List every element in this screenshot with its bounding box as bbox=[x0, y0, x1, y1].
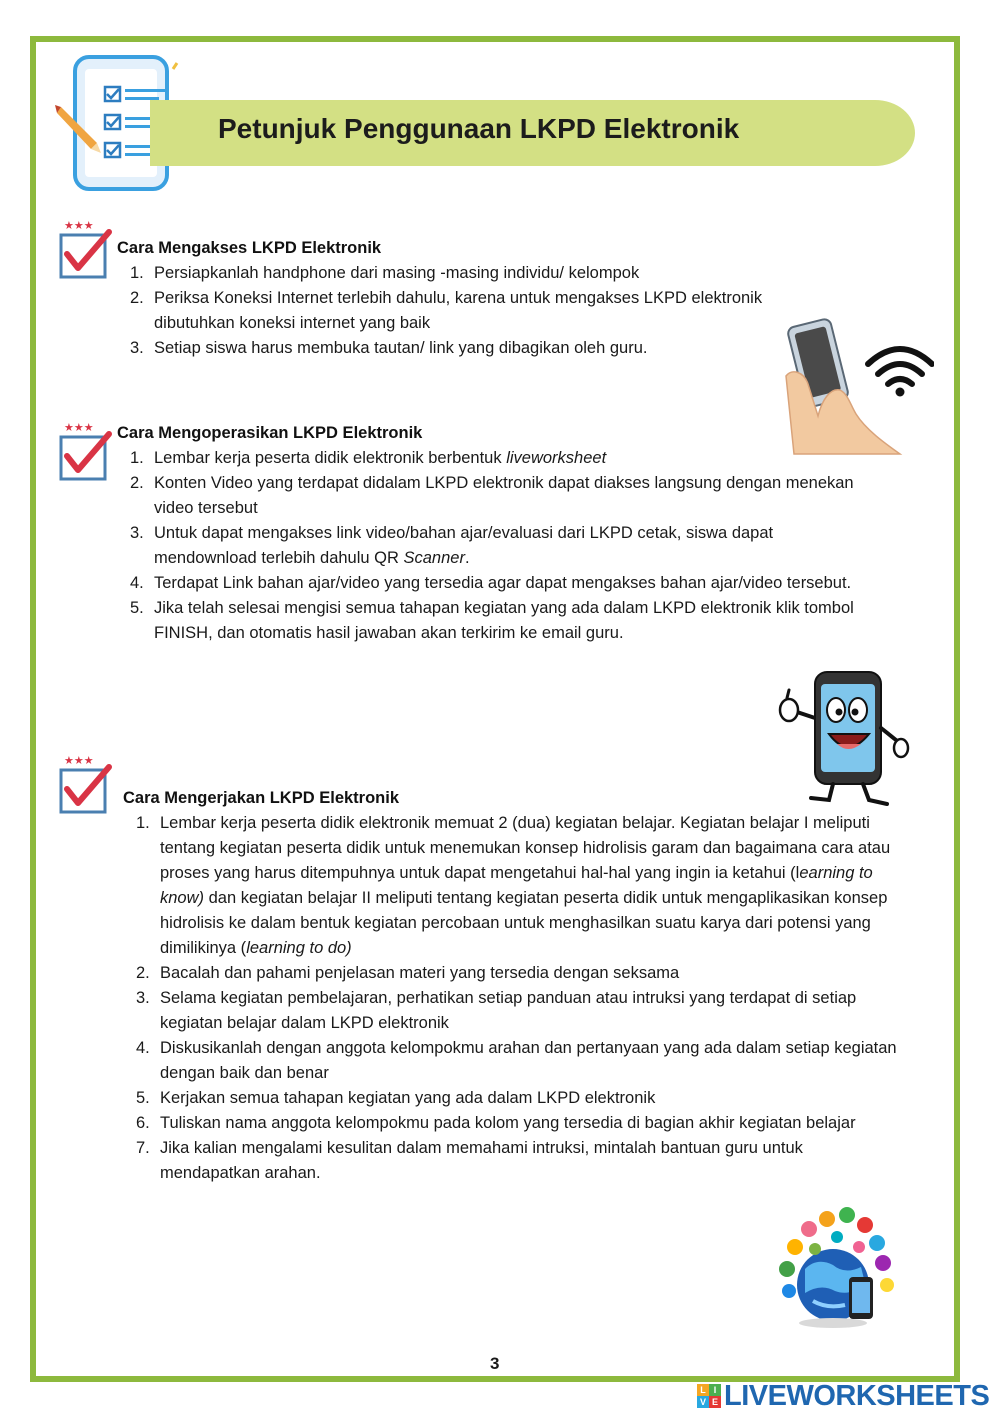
access-steps-list bbox=[130, 261, 835, 361]
brand-name: LIVEWORKSHEETS bbox=[724, 1379, 990, 1412]
section-title-access: Cara Mengakses LKPD Elektronik bbox=[117, 239, 382, 257]
liveworksheets-logo-icon: L I V E bbox=[697, 1384, 721, 1408]
checkbox-check-icon bbox=[58, 218, 113, 288]
globe-apps-icon bbox=[775, 1205, 905, 1330]
list-item: 5. Jika telah selesai mengisi semua tahapan kegiatan yang ada dalam LKPD elektronik klik tombol FINISH, dan otomatis hasil jawaban akan terkirim ke email guru. bbox=[130, 599, 854, 642]
section-title-operate: Cara Mengoperasikan LKPD Elektronik bbox=[117, 424, 423, 442]
phone-mascot-icon bbox=[775, 668, 910, 813]
list-item: 1. Persiapkanlah handphone dari masing -masing individu/ kelompok bbox=[130, 264, 640, 282]
checkbox-check-icon bbox=[58, 420, 113, 490]
work-steps-list bbox=[136, 811, 906, 1186]
list-item: 1. Lembar kerja peserta didik elektronik berbentuk liveworksheet bbox=[130, 449, 607, 467]
list-item: 2. Periksa Koneksi Internet terlebih dahulu, karena untuk mengakses LKPD elektronik dibutuhkan koneksi internet yang baik bbox=[130, 289, 763, 332]
operate-steps-list bbox=[130, 446, 870, 646]
list-item: 3. Setiap siswa harus membuka tautan/ link yang dibagikan oleh guru. bbox=[130, 339, 648, 357]
svg-text:★★★: ★★★ bbox=[64, 219, 94, 232]
list-item: 4. Terdapat Link bahan ajar/video yang tersedia agar dapat mengakses bahan ajar/video tersebut. bbox=[130, 574, 852, 592]
list-item: 5. Kerjakan semua tahapan kegiatan yang ada dalam LKPD elektronik bbox=[136, 1089, 656, 1107]
list-item: 2. Konten Video yang terdapat didalam LKPD elektronik dapat diakses langsung dengan menekan video tersebut bbox=[130, 474, 854, 517]
list-item: 7. Jika kalian mengalami kesulitan dalam memahami intruksi, mintalah bantuan guru untuk mendapatkan arahan. bbox=[136, 1139, 803, 1182]
svg-text:★★★: ★★★ bbox=[64, 421, 94, 434]
page-title: Petunjuk Penggunaan LKPD Elektronik bbox=[218, 113, 740, 144]
list-item: 3. Untuk dapat mengakses link video/bahan ajar/evaluasi dari LKPD cetak, siswa dapat mendownload terlebih dahulu QR Scanner. bbox=[130, 524, 774, 567]
list-item: 6. Tuliskan nama anggota kelompokmu pada kolom yang tersedia di bagian akhir kegiatan belajar bbox=[136, 1114, 856, 1132]
page-number: 3 bbox=[490, 1354, 500, 1373]
list-item: 4. Diskusikanlah dengan anggota kelompokmu arahan dan pertanyaan yang ada dalam setiap kegiatan dengan baik dan benar bbox=[136, 1039, 897, 1082]
section-title-work: Cara Mengerjakan LKPD Elektronik bbox=[123, 789, 400, 807]
list-item: 1. Lembar kerja peserta didik elektronik memuat 2 (dua) kegiatan belajar. Kegiatan belajar I meliputi tentang kegiatan peserta didik untuk menemukan konsep hidrolisis garam dan bagaimana cara atau proses yang harus ditempuhnya untuk dapat mengetahui hal-hal yang ingin ia ketahui (learning to know) dan kegiatan belajar II meliputi tentang kegiatan peserta didik untuk mengaplikasikan konsep hidrolisis ke dalam bentuk kegiatan percobaan untuk menghasilkan suatu karya dari potensi yang dimilikinya (learning to do) bbox=[136, 814, 891, 957]
checkbox-check-icon bbox=[58, 753, 113, 823]
list-item: 2. Bacalah dan pahami penjelasan materi yang tersedia dengan seksama bbox=[136, 964, 680, 982]
svg-text:★★★: ★★★ bbox=[64, 754, 94, 767]
liveworksheets-brand bbox=[697, 1379, 989, 1413]
list-item: 3. Selama kegiatan pembelajaran, perhatikan setiap panduan atau intruksi yang terdapat di setiap kegiatan belajar dalam LKPD elektronik bbox=[136, 989, 857, 1032]
hand-phone-wifi-icon bbox=[782, 318, 934, 458]
